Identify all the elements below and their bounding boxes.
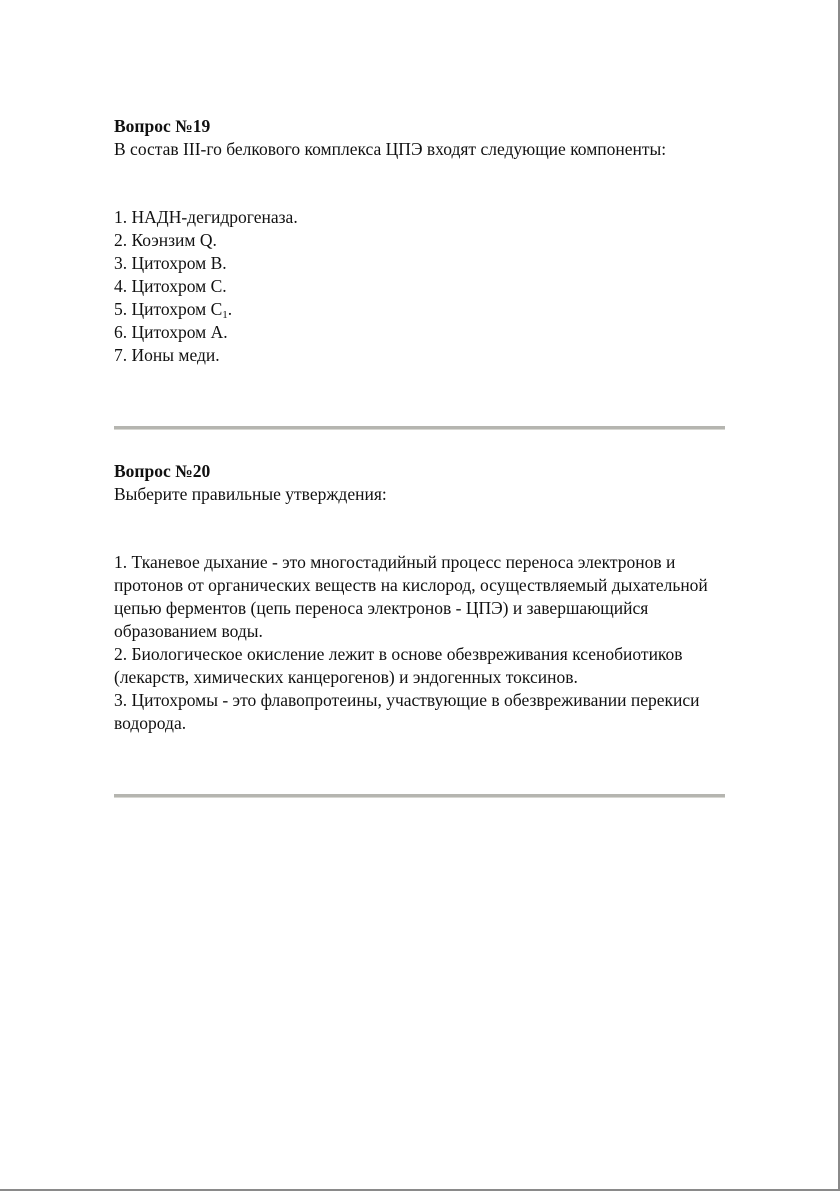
- answer-option: [114, 298, 724, 321]
- answer-options: [114, 551, 724, 735]
- answer-option: 1. Тканевое дыхание - это многостадийный процесс переноса электронов и протонов от органических веществ на кислород, осуществляемый дыхательной цепью ферментов (цепь переноса электронов - ЦПЭ) и завершающийся образованием воды.: [114, 552, 708, 641]
- question-19: [114, 115, 724, 367]
- question-prompt: В состав III-го белкового комплекса ЦПЭ входят следующие компоненты:: [114, 139, 667, 159]
- answer-option-text: 5. Цитохром C: [114, 299, 223, 319]
- section-divider: [114, 426, 725, 430]
- answer-option: 6. Цитохром A.: [114, 322, 228, 342]
- subscript: 1: [222, 309, 228, 321]
- answer-option: 3. Цитохромы - это флавопротеины, участвующие в обезвреживании перекиси водорода.: [114, 690, 700, 733]
- section-divider: [114, 794, 725, 798]
- answer-option: 4. Цитохром C.: [114, 276, 227, 296]
- answer-options: [114, 206, 724, 367]
- answer-option: 3. Цитохром B.: [114, 253, 227, 273]
- answer-option: 2. Биологическое окисление лежит в основе обезвреживания ксенобиотиков (лекарств, химических канцерогенов) и эндогенных токсинов.: [114, 644, 683, 687]
- question-prompt: Выберите правильные утверждения:: [114, 484, 387, 504]
- answer-option: 2. Коэнзим Q.: [114, 230, 217, 250]
- question-20: [114, 460, 724, 735]
- answer-option-suffix: .: [227, 299, 233, 319]
- question-title: Вопрос №20: [114, 461, 211, 481]
- answer-option: 7. Ионы меди.: [114, 345, 220, 365]
- answer-option: 1. НАДН-дегидрогеназа.: [114, 207, 298, 227]
- question-title: Вопрос №19: [114, 116, 211, 136]
